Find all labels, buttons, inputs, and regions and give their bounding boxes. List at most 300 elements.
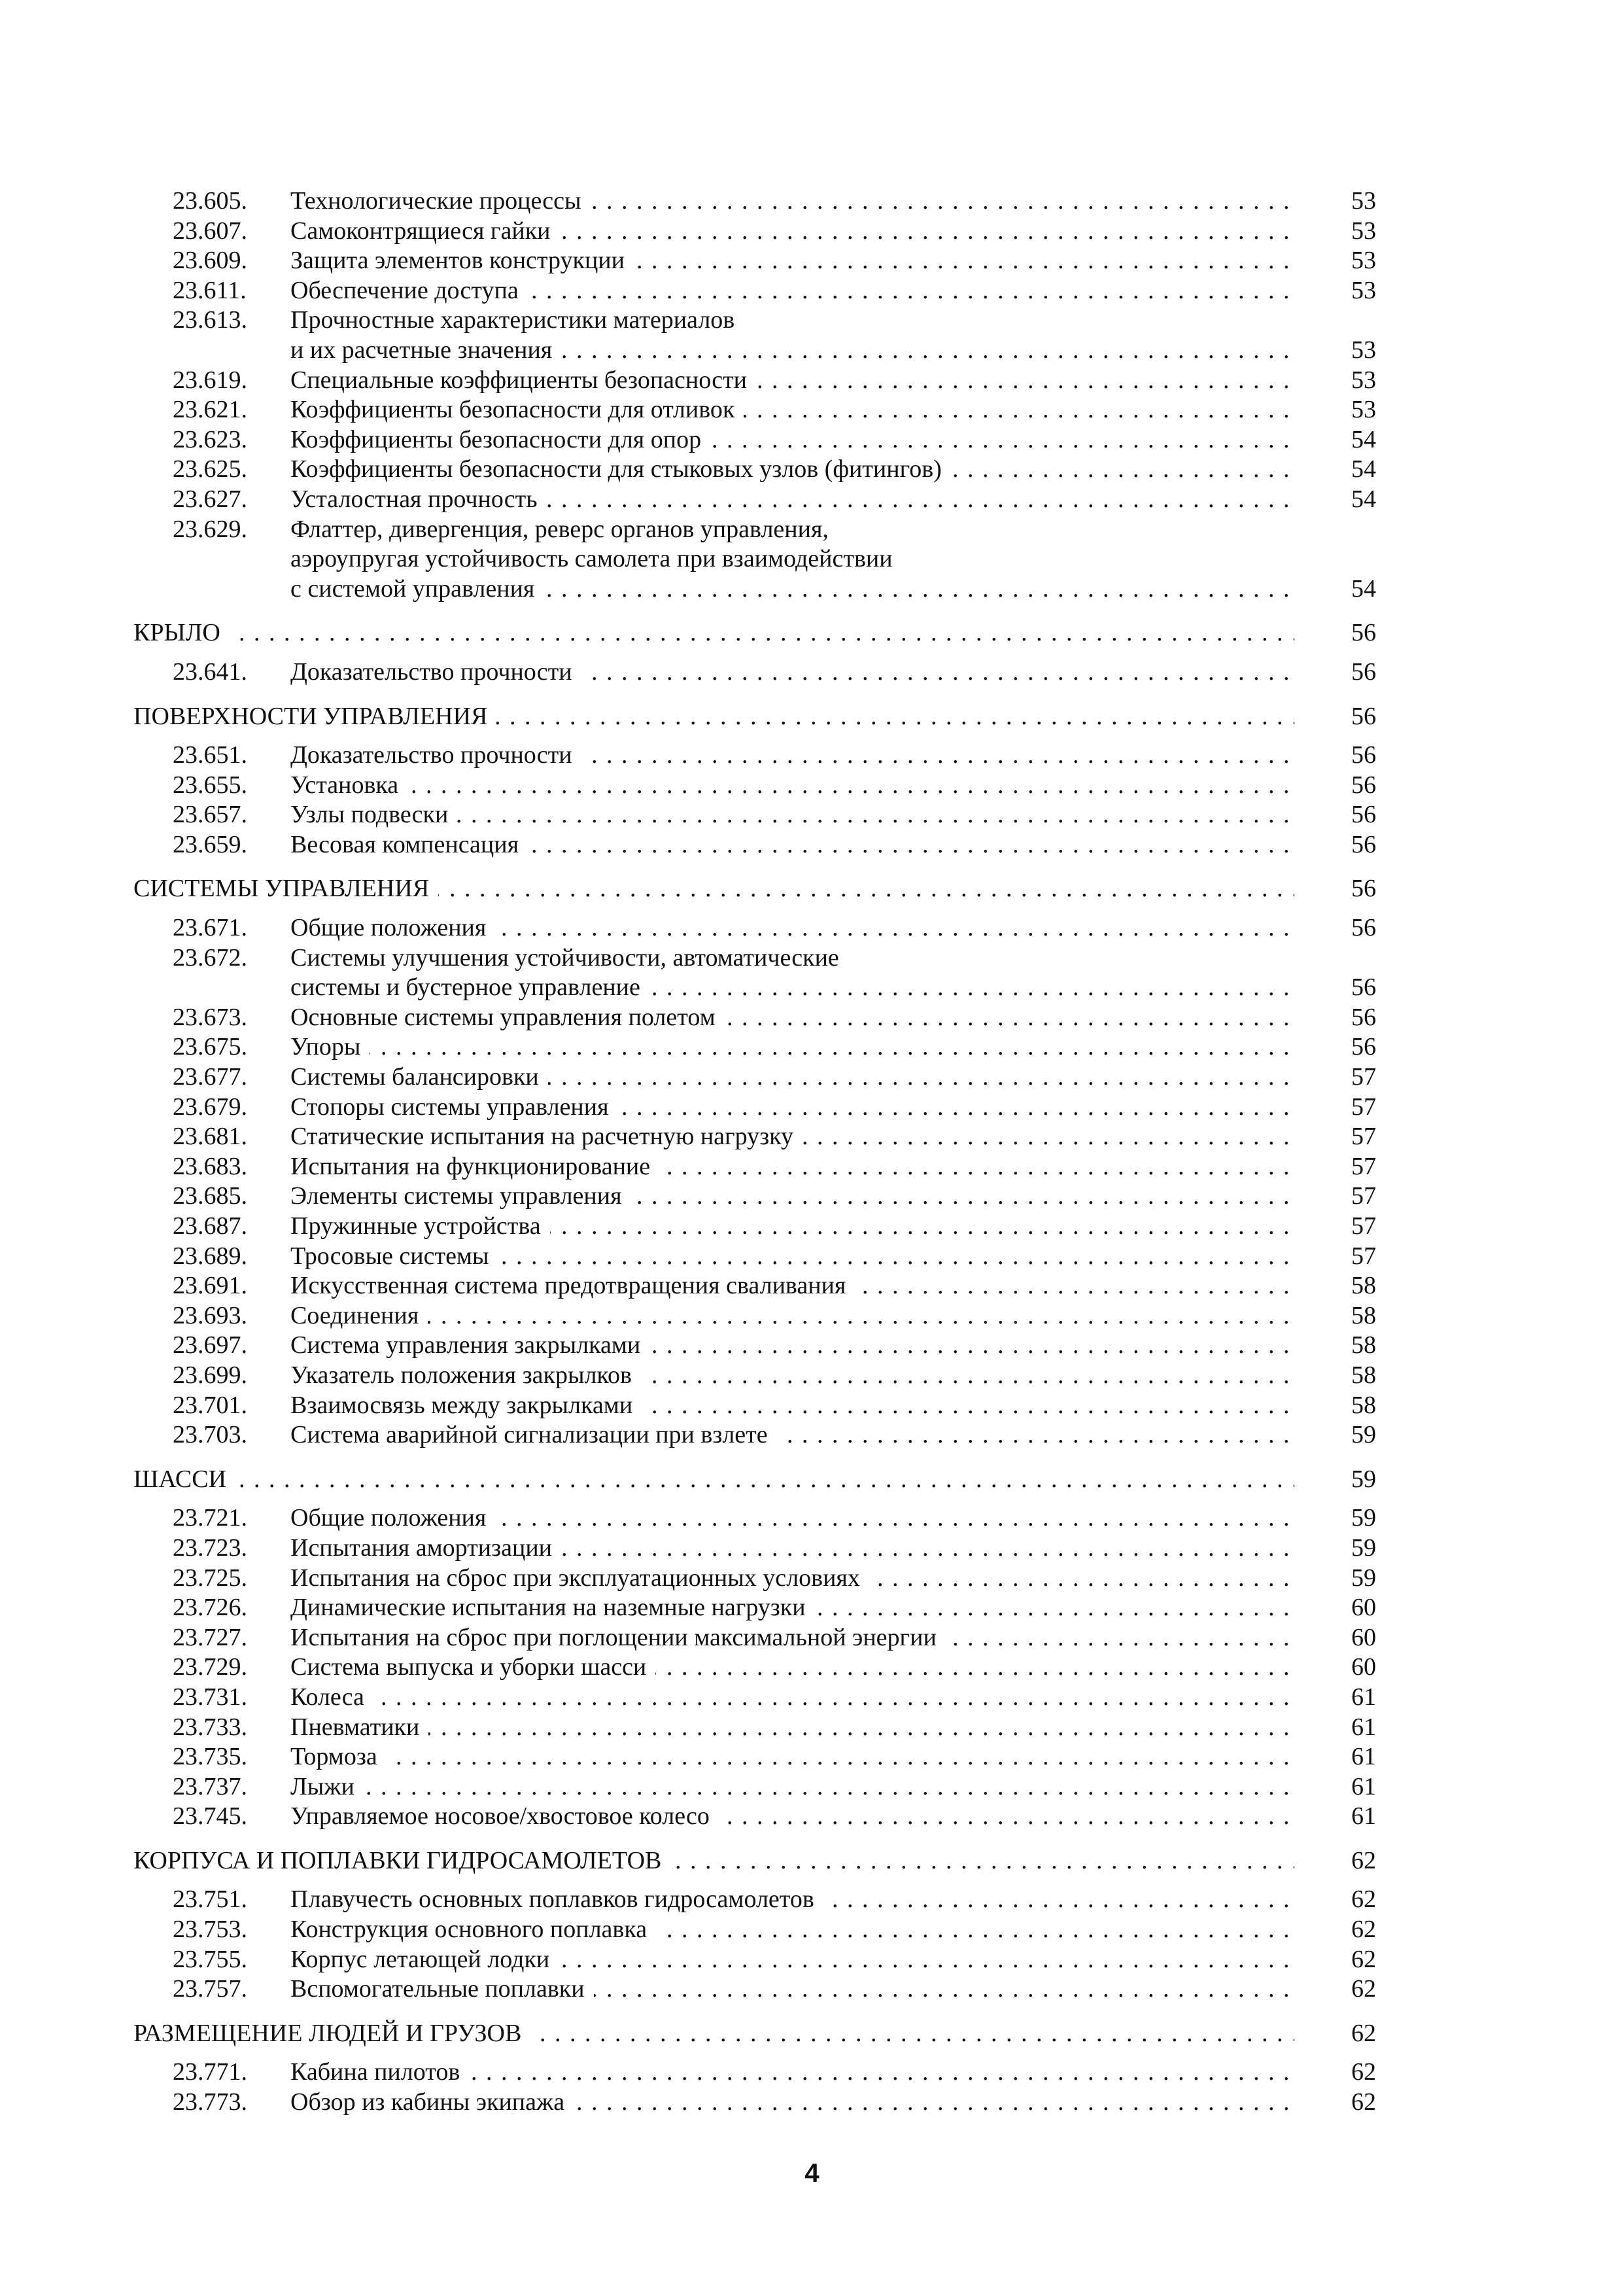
entry-page-number: 61 xyxy=(1351,1743,1376,1771)
entry-page-number: 54 xyxy=(1351,485,1376,513)
entry-page-number: 62 xyxy=(1351,1945,1376,1973)
entry-title-text: Вспомогательные поплавки xyxy=(290,1975,594,2003)
toc-entry[interactable] xyxy=(133,830,1376,860)
toc-entry-continuation[interactable] xyxy=(133,544,1376,574)
entry-number: 23.689. xyxy=(173,1242,247,1270)
section-heading[interactable] xyxy=(133,1465,1376,1495)
entry-title xyxy=(290,425,1294,455)
toc-entry-continuation[interactable] xyxy=(133,973,1376,1003)
section-page-number: 56 xyxy=(1351,702,1376,730)
entry-title xyxy=(290,366,1294,396)
entry-page-number: 56 xyxy=(1351,657,1376,686)
section-page-number: 62 xyxy=(1351,2019,1376,2047)
entry-page-number: 62 xyxy=(1351,1916,1376,1944)
toc-entry[interactable] xyxy=(133,800,1376,830)
toc-entry[interactable] xyxy=(133,1331,1376,1361)
entry-page-number: 58 xyxy=(1351,1272,1376,1300)
entry-title-text: Основные системы управления полетом xyxy=(290,1004,725,1031)
toc-entry[interactable] xyxy=(133,1564,1376,1594)
entry-title-text: Стопоры системы управления xyxy=(290,1093,618,1121)
entry-page-number: 53 xyxy=(1351,336,1376,364)
toc-entry[interactable] xyxy=(133,2058,1376,2088)
entry-number: 23.755. xyxy=(173,1945,247,1973)
entry-page-number: 53 xyxy=(1351,366,1376,394)
toc-entry[interactable] xyxy=(133,1420,1376,1450)
toc-entry[interactable] xyxy=(133,741,1376,771)
entry-title-text: Соединения xyxy=(290,1302,428,1329)
entry-page-number: 58 xyxy=(1351,1331,1376,1359)
entry-title xyxy=(290,2058,1294,2088)
entry-title-text: Испытания на сброс при эксплуатационных условиях xyxy=(290,1564,869,1592)
entry-number: 23.625. xyxy=(173,455,247,483)
toc-entry[interactable] xyxy=(133,1885,1376,1915)
toc-entry[interactable] xyxy=(133,1533,1376,1564)
entry-page-number: 56 xyxy=(1351,1033,1376,1061)
entry-number: 23.731. xyxy=(173,1683,247,1711)
entry-title-text: Прочностные характеристики материалов xyxy=(290,306,744,334)
entry-title xyxy=(133,618,1294,648)
entry-title xyxy=(290,800,1294,830)
entry-title xyxy=(290,306,1294,336)
entry-title xyxy=(290,1772,1294,1802)
toc-entry[interactable] xyxy=(133,1772,1376,1802)
entry-page-number: 60 xyxy=(1351,1653,1376,1681)
toc-entry[interactable] xyxy=(133,1301,1376,1331)
table-of-contents xyxy=(133,186,1376,2118)
entry-number: 23.771. xyxy=(173,2058,247,2086)
entry-title xyxy=(290,657,1294,688)
entry-title-text: Системы балансировки xyxy=(290,1063,548,1091)
entry-number: 23.745. xyxy=(173,1802,247,1831)
entry-number: 23.611. xyxy=(173,276,247,304)
toc-entry[interactable] xyxy=(133,1152,1376,1182)
toc-entry[interactable] xyxy=(133,1032,1376,1062)
entry-number: 23.619. xyxy=(173,366,247,394)
entry-number: 23.701. xyxy=(173,1391,247,1419)
toc-entry[interactable] xyxy=(133,771,1376,801)
entry-title-text: Защита элементов конструкции xyxy=(290,247,634,274)
entry-number: 23.679. xyxy=(173,1093,247,1121)
entry-title-text: РАЗМЕЩЕНИЕ ЛЮДЕЙ И ГРУЗОВ xyxy=(133,2020,530,2047)
entry-page-number: 60 xyxy=(1351,1594,1376,1622)
entry-number: 23.737. xyxy=(173,1772,247,1800)
toc-entry[interactable] xyxy=(133,366,1376,396)
entry-page-number: 57 xyxy=(1351,1182,1376,1210)
entry-title-text: Специальные коэффициенты безопасности xyxy=(290,366,756,394)
section-gap xyxy=(133,1832,1376,1846)
entry-number: 23.691. xyxy=(173,1272,247,1300)
entry-title xyxy=(290,455,1294,485)
entry-title-text: Испытания на сброс при поглощении максимальной энергии xyxy=(290,1624,946,1651)
section-gap xyxy=(133,688,1376,702)
entry-title xyxy=(290,1331,1294,1361)
entry-title-text: Коэффициенты безопасности для стыковых узлов (фитингов) xyxy=(290,455,951,483)
toc-entry[interactable] xyxy=(133,1271,1376,1301)
entry-title xyxy=(290,741,1294,771)
toc-entry[interactable] xyxy=(133,1242,1376,1272)
toc-entry[interactable] xyxy=(133,1713,1376,1743)
entry-title xyxy=(290,913,1294,943)
entry-page-number: 57 xyxy=(1351,1093,1376,1121)
toc-entry[interactable] xyxy=(133,1212,1376,1242)
entry-title xyxy=(133,874,1294,904)
section-spacer xyxy=(133,731,1376,741)
toc-entry[interactable] xyxy=(133,657,1376,688)
entry-title-text: Конструкция основного поплавка xyxy=(290,1916,656,1943)
entry-number: 23.671. xyxy=(173,914,247,942)
entry-page-number: 62 xyxy=(1351,1975,1376,2003)
entry-page-number: 59 xyxy=(1351,1504,1376,1532)
entry-page-number: 62 xyxy=(1351,1885,1376,1914)
entry-page-number: 54 xyxy=(1351,574,1376,603)
entry-title xyxy=(290,1742,1294,1772)
page-number: 4 xyxy=(804,2159,820,2188)
entry-number: 23.629. xyxy=(173,515,247,543)
entry-number: 23.697. xyxy=(173,1331,247,1359)
entry-title-text: ПОВЕРХНОСТИ УПРАВЛЕНИЯ xyxy=(133,703,496,730)
entry-title xyxy=(290,1802,1294,1832)
entry-number: 23.621. xyxy=(173,396,247,424)
section-page-number: 56 xyxy=(1351,875,1376,903)
entry-title-text: Статические испытания на расчетную нагрузку xyxy=(290,1123,803,1150)
entry-title-text: Коэффициенты безопасности для опор xyxy=(290,426,710,453)
entry-title-text: Управляемое носовое/хвостовое колесо xyxy=(290,1802,719,1830)
section-heading[interactable] xyxy=(133,874,1376,904)
entry-title-text: ШАССИ xyxy=(133,1465,235,1493)
entry-title xyxy=(290,1271,1294,1301)
entry-page-number: 61 xyxy=(1351,1802,1376,1831)
entry-page-number: 56 xyxy=(1351,914,1376,942)
entry-title xyxy=(290,1683,1294,1713)
entry-title xyxy=(290,1945,1294,1975)
entry-title-text: Корпус летающей лодки xyxy=(290,1946,559,1973)
entry-title xyxy=(290,574,1294,604)
section-heading[interactable] xyxy=(133,618,1376,648)
entry-title-text: КОРПУСА И ПОПЛАВКИ ГИДРОСАМОЛЕТОВ xyxy=(133,1847,670,1874)
toc-entry[interactable] xyxy=(133,1003,1376,1033)
entry-title xyxy=(290,515,1294,545)
entry-page-number: 58 xyxy=(1351,1361,1376,1389)
entry-page-number: 62 xyxy=(1351,2088,1376,2116)
entry-title-text: Доказательство прочности xyxy=(290,741,581,769)
entry-title-text: Технологические процессы xyxy=(290,187,591,215)
entry-number: 23.685. xyxy=(173,1182,247,1210)
section-gap xyxy=(133,604,1376,618)
entry-number: 23.613. xyxy=(173,306,247,334)
entry-page-number: 53 xyxy=(1351,396,1376,424)
entry-page-number: 59 xyxy=(1351,1533,1376,1562)
entry-title xyxy=(290,1182,1294,1212)
entry-title xyxy=(290,973,1294,1003)
toc-entry[interactable] xyxy=(133,276,1376,306)
entry-page-number: 53 xyxy=(1351,276,1376,304)
entry-number: 23.623. xyxy=(173,425,247,453)
entry-page-number: 61 xyxy=(1351,1772,1376,1800)
entry-number: 23.677. xyxy=(173,1063,247,1091)
toc-entry[interactable] xyxy=(133,246,1376,276)
entry-number: 23.735. xyxy=(173,1743,247,1771)
toc-entry[interactable] xyxy=(133,515,1376,545)
entry-title xyxy=(133,1846,1294,1876)
entry-title-text: Общие положения xyxy=(290,1504,495,1532)
entry-title-text: с системой управления xyxy=(290,575,544,603)
entry-number: 23.757. xyxy=(173,1975,247,2003)
entry-title xyxy=(290,1301,1294,1331)
toc-entry[interactable] xyxy=(133,485,1376,515)
entry-title xyxy=(290,943,1294,973)
section-gap xyxy=(133,860,1376,874)
entry-page-number: 53 xyxy=(1351,217,1376,245)
entry-title xyxy=(290,830,1294,860)
entry-title xyxy=(133,2019,1294,2049)
entry-title xyxy=(290,217,1294,247)
entry-title-text: Кабина пилотов xyxy=(290,2058,469,2086)
toc-entry-continuation[interactable] xyxy=(133,574,1376,604)
entry-title xyxy=(290,1593,1294,1623)
entry-title-text: Установка xyxy=(290,771,407,799)
entry-title xyxy=(290,1420,1294,1450)
entry-title xyxy=(290,395,1294,425)
entry-number: 23.733. xyxy=(173,1713,247,1741)
entry-title xyxy=(290,1533,1294,1564)
entry-title-text: Пружинные устройства xyxy=(290,1212,550,1240)
toc-entry[interactable] xyxy=(133,217,1376,247)
entry-title-text: Испытания амортизации xyxy=(290,1534,561,1562)
entry-page-number: 56 xyxy=(1351,801,1376,829)
toc-entry[interactable] xyxy=(133,1945,1376,1975)
toc-entry[interactable] xyxy=(133,1503,1376,1533)
entry-title xyxy=(290,1152,1294,1182)
entry-title xyxy=(290,1093,1294,1123)
entry-number: 23.673. xyxy=(173,1003,247,1031)
entry-title xyxy=(290,1503,1294,1533)
entry-title-text: Флаттер, дивергенция, реверс органов управления, xyxy=(290,516,838,543)
entry-page-number: 54 xyxy=(1351,425,1376,453)
toc-entry[interactable] xyxy=(133,1182,1376,1212)
section-spacer xyxy=(133,1876,1376,1885)
section-page-number: 59 xyxy=(1351,1465,1376,1493)
section-spacer xyxy=(133,904,1376,913)
section-spacer xyxy=(133,1494,1376,1503)
entry-title-text: Искусственная система предотвращения сваливания xyxy=(290,1272,855,1299)
toc-entry[interactable] xyxy=(133,1623,1376,1653)
toc-entry[interactable] xyxy=(133,1653,1376,1683)
toc-entry[interactable] xyxy=(133,1974,1376,2005)
entry-number: 23.725. xyxy=(173,1564,247,1592)
entry-page-number: 54 xyxy=(1351,455,1376,483)
entry-title xyxy=(290,1003,1294,1033)
entry-title xyxy=(290,771,1294,801)
entry-title xyxy=(290,336,1294,366)
entry-number: 23.651. xyxy=(173,741,247,769)
entry-title-text: Системы улучшения устойчивости, автоматические xyxy=(290,944,848,972)
entry-title xyxy=(290,246,1294,276)
entry-title-text: Упоры xyxy=(290,1033,370,1060)
toc-entry[interactable] xyxy=(133,455,1376,485)
entry-page-number: 56 xyxy=(1351,1003,1376,1031)
section-heading[interactable] xyxy=(133,1846,1376,1876)
entry-title-text: Плавучесть основных поплавков гидросамолетов xyxy=(290,1885,823,1913)
entry-number: 23.657. xyxy=(173,801,247,829)
entry-number: 23.693. xyxy=(173,1301,247,1329)
toc-entry-continuation[interactable] xyxy=(133,336,1376,366)
entry-title-text: Доказательство прочности xyxy=(290,658,581,686)
entry-page-number: 57 xyxy=(1351,1063,1376,1091)
entry-number: 23.687. xyxy=(173,1212,247,1240)
toc-entry[interactable] xyxy=(133,425,1376,455)
entry-title-text: Узлы подвески xyxy=(290,801,457,828)
entry-number: 23.683. xyxy=(173,1152,247,1180)
toc-entry[interactable] xyxy=(133,913,1376,943)
toc-entry[interactable] xyxy=(133,943,1376,973)
entry-title-text: Колеса xyxy=(290,1683,373,1711)
toc-entry[interactable] xyxy=(133,1593,1376,1623)
section-spacer xyxy=(133,2048,1376,2058)
entry-title xyxy=(290,544,1294,574)
section-heading[interactable] xyxy=(133,2019,1376,2049)
toc-entry[interactable] xyxy=(133,1361,1376,1391)
entry-title-text: КРЫЛО xyxy=(133,619,230,646)
entry-page-number: 56 xyxy=(1351,771,1376,799)
entry-page-number: 56 xyxy=(1351,741,1376,769)
entry-page-number: 61 xyxy=(1351,1713,1376,1741)
entry-number: 23.627. xyxy=(173,485,247,513)
toc-entry[interactable] xyxy=(133,306,1376,336)
entry-title-text: Обеспечение доступа xyxy=(290,277,528,304)
entry-title-text: системы и бустерное управление xyxy=(290,973,649,1001)
entry-title-text: Самоконтрящиеся гайки xyxy=(290,217,560,245)
entry-title-text: Динамические испытания на наземные нагрузки xyxy=(290,1594,815,1621)
entry-page-number: 62 xyxy=(1351,2058,1376,2086)
toc-entry[interactable] xyxy=(133,1802,1376,1832)
entry-title xyxy=(290,1122,1294,1152)
entry-number: 23.751. xyxy=(173,1885,247,1914)
entry-page-number: 57 xyxy=(1351,1123,1376,1151)
entry-title-text: Лыжи xyxy=(290,1773,364,1800)
entry-title-text: Усталостная прочность xyxy=(290,485,547,513)
entry-title-text: Общие положения xyxy=(290,914,495,941)
section-page-number: 56 xyxy=(1351,619,1376,647)
toc-entry[interactable] xyxy=(133,1742,1376,1772)
entry-title xyxy=(290,2088,1294,2118)
entry-title xyxy=(290,1212,1294,1242)
entry-number: 23.729. xyxy=(173,1653,247,1681)
entry-page-number: 58 xyxy=(1351,1391,1376,1419)
entry-title xyxy=(133,1465,1294,1495)
entry-page-number: 53 xyxy=(1351,247,1376,275)
entry-number: 23.703. xyxy=(173,1421,247,1449)
toc-entry[interactable] xyxy=(133,1062,1376,1093)
section-page-number: 62 xyxy=(1351,1846,1376,1874)
entry-title xyxy=(290,1713,1294,1743)
entry-page-number: 53 xyxy=(1351,187,1376,215)
entry-title-text: Тросовые системы xyxy=(290,1242,498,1270)
entry-number: 23.721. xyxy=(173,1504,247,1532)
entry-number: 23.655. xyxy=(173,771,247,799)
entry-number: 23.609. xyxy=(173,247,247,275)
toc-entry[interactable] xyxy=(133,2088,1376,2118)
entry-title xyxy=(290,485,1294,515)
section-gap xyxy=(133,1450,1376,1465)
entry-title-text: Коэффициенты безопасности для отливок xyxy=(290,396,744,423)
entry-title xyxy=(290,1391,1294,1421)
entry-number: 23.641. xyxy=(173,657,247,686)
toc-entry[interactable] xyxy=(133,1683,1376,1713)
toc-entry[interactable] xyxy=(133,1122,1376,1152)
entry-page-number: 56 xyxy=(1351,830,1376,858)
toc-entry[interactable] xyxy=(133,395,1376,425)
entry-title-text: Система управления закрылками xyxy=(290,1331,649,1359)
entry-title-text: Обзор из кабины экипажа xyxy=(290,2088,574,2116)
entry-title xyxy=(133,702,1294,732)
entry-title xyxy=(290,1653,1294,1683)
toc-entry[interactable] xyxy=(133,1391,1376,1421)
entry-title-text: СИСТЕМЫ УПРАВЛЕНИЯ xyxy=(133,875,438,902)
entry-page-number: 61 xyxy=(1351,1683,1376,1711)
entry-title-text: Испытания на функционирование xyxy=(290,1153,659,1180)
entry-page-number: 56 xyxy=(1351,973,1376,1002)
entry-title xyxy=(290,1361,1294,1391)
entry-number: 23.659. xyxy=(173,830,247,858)
entry-title xyxy=(290,1032,1294,1062)
toc-entry[interactable] xyxy=(133,186,1376,217)
entry-title-text: Пневматики xyxy=(290,1713,428,1741)
entry-number: 23.753. xyxy=(173,1916,247,1944)
section-spacer xyxy=(133,648,1376,657)
entry-title xyxy=(290,1915,1294,1945)
entry-page-number: 58 xyxy=(1351,1301,1376,1329)
entry-title-text: Взаимосвязь между закрылками xyxy=(290,1392,642,1419)
entry-title xyxy=(290,1885,1294,1915)
entry-title-text: Указатель положения закрылков xyxy=(290,1361,641,1389)
entry-number: 23.699. xyxy=(173,1361,247,1389)
entry-number: 23.773. xyxy=(173,2088,247,2116)
entry-title xyxy=(290,186,1294,217)
entry-title-text: Система аварийной сигнализации при взлете xyxy=(290,1421,777,1448)
entry-title xyxy=(290,1062,1294,1093)
entry-number: 23.681. xyxy=(173,1123,247,1151)
entry-title-text: Весовая компенсация xyxy=(290,831,528,858)
entry-title-text: Система выпуска и уборки шасси xyxy=(290,1653,655,1681)
entry-number: 23.607. xyxy=(173,217,247,245)
entry-page-number: 57 xyxy=(1351,1152,1376,1180)
entry-title xyxy=(290,1623,1294,1653)
entry-title-text: Тормоза xyxy=(290,1743,387,1770)
toc-entry[interactable] xyxy=(133,1093,1376,1123)
entry-number: 23.727. xyxy=(173,1623,247,1651)
entry-title-text: аэроупругая устойчивость самолета при взаимодействии xyxy=(290,545,902,572)
section-heading[interactable] xyxy=(133,702,1376,732)
entry-page-number: 59 xyxy=(1351,1564,1376,1592)
entry-page-number: 59 xyxy=(1351,1421,1376,1449)
entry-number: 23.726. xyxy=(173,1594,247,1622)
entry-number: 23.723. xyxy=(173,1533,247,1562)
entry-number: 23.672. xyxy=(173,943,247,972)
entry-title-text: Элементы системы управления xyxy=(290,1182,631,1210)
entry-title xyxy=(290,276,1294,306)
entry-title xyxy=(290,1242,1294,1272)
section-gap xyxy=(133,2005,1376,2019)
entry-number: 23.605. xyxy=(173,187,247,215)
entry-title xyxy=(290,1974,1294,2005)
entry-page-number: 60 xyxy=(1351,1623,1376,1651)
entry-page-number: 57 xyxy=(1351,1242,1376,1270)
entry-number: 23.675. xyxy=(173,1033,247,1061)
entry-title-text: и их расчетные значения xyxy=(290,336,561,364)
toc-entry[interactable] xyxy=(133,1915,1376,1945)
entry-page-number: 57 xyxy=(1351,1212,1376,1240)
entry-title xyxy=(290,1564,1294,1594)
